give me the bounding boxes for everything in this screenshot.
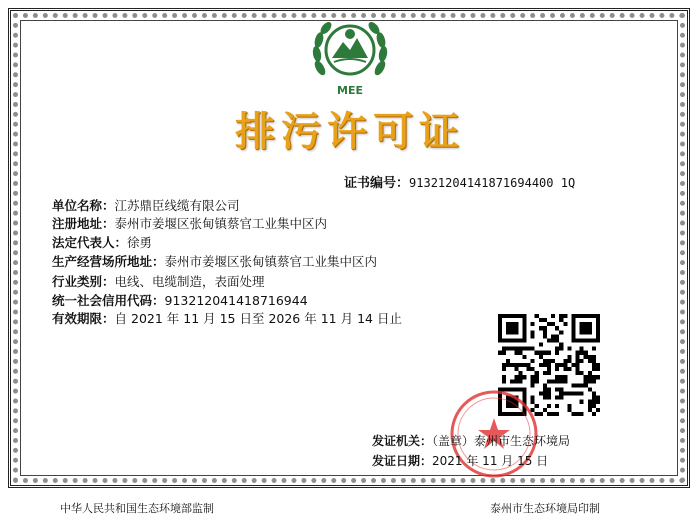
site-address-row — [52, 252, 377, 270]
credit-code-label: 统一社会信用代码： — [52, 293, 165, 308]
issuer-value: （盖章）泰州市生态环境局 — [432, 434, 571, 448]
validity-label: 有效期限： — [52, 311, 115, 326]
validity-row — [52, 309, 402, 327]
issue-date-row — [372, 452, 548, 469]
legal-rep-value: 徐勇 — [127, 235, 153, 250]
credit-code-value: 913212041418716944 — [164, 293, 308, 308]
legal-rep-row — [52, 233, 152, 251]
certificate-number — [344, 172, 575, 191]
industry-label: 行业类别： — [52, 274, 115, 289]
legal-rep-label: 法定代表人： — [52, 235, 128, 250]
unit-name-value: 江苏鼎臣线缆有限公司 — [114, 198, 240, 213]
issuer-label: 发证机关： — [372, 434, 433, 448]
reg-address-label: 注册地址： — [52, 216, 115, 231]
certificate-number-value: 91321204141871694400 1Q — [409, 176, 576, 190]
certificate-title: 排污许可证 — [235, 108, 465, 155]
reg-address-row — [52, 214, 327, 232]
certificate-number-label: 证书编号： — [344, 176, 410, 191]
svg-text:MEE: MEE — [337, 84, 363, 97]
unit-name-label: 单位名称： — [52, 198, 115, 213]
site-address-value: 泰州市姜堰区张甸镇蔡官工业集中区内 — [164, 254, 378, 269]
mee-emblem-icon — [310, 8, 390, 100]
issue-date-value: 2021 年 11 月 15 日 — [432, 454, 549, 468]
industry-value: 电线、电缆制造，表面处理 — [114, 274, 265, 289]
site-address-label: 生产经营场所地址： — [52, 254, 165, 269]
footer-supervisor: 中华人民共和国生态环境部监制 — [60, 502, 214, 515]
industry-row — [52, 272, 265, 290]
validity-value: 自 2021 年 11 月 15 日至 2026 年 11 月 14 日止 — [114, 311, 402, 326]
reg-address-value: 泰州市姜堰区张甸镇蔡官工业集中区内 — [114, 216, 328, 231]
footer-printer: 泰州市生态环境局印制 — [490, 502, 600, 515]
issuer-row — [372, 432, 570, 449]
credit-code-row — [52, 291, 308, 309]
unit-name-row — [52, 196, 240, 214]
issue-date-label: 发证日期： — [372, 454, 433, 468]
